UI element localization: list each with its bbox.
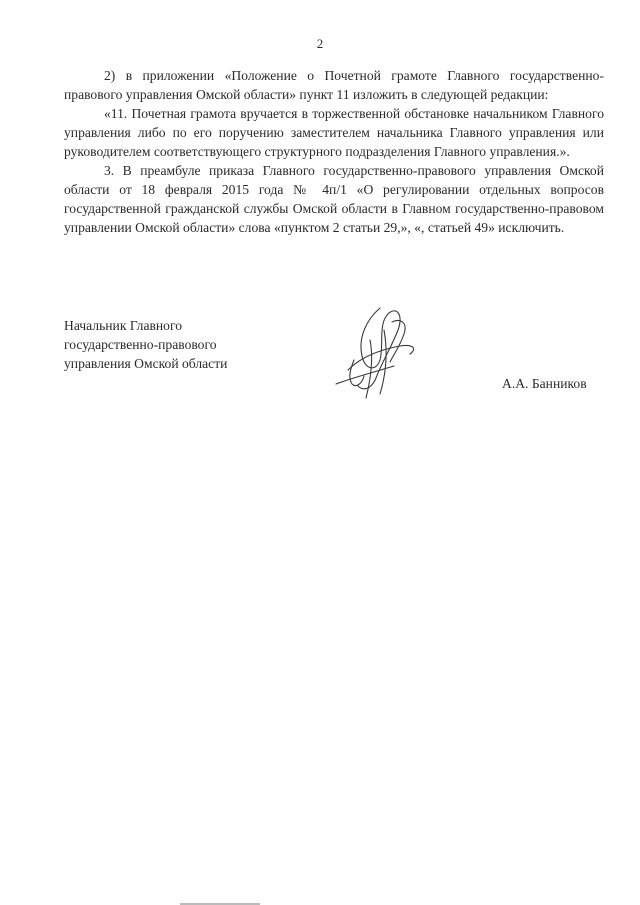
- page-number: 2: [316, 36, 324, 51]
- paragraph-item-11-quote: «11. Почетная грамота вручается в торжественной обстановке начальником Главного управления либо по его поручению заместителем начальника Главного управления или руководителем соответствующего структурного подразделения Главного управления.».: [64, 106, 604, 159]
- paragraph-item-2: 2) в приложении «Положение о Почетной грамоте Главного государственно-правового управления Омской области» пункт 11 изложить в следующей редакции:: [64, 68, 604, 102]
- signature-title: [64, 316, 227, 373]
- signature-title-line-1: Начальник Главного: [64, 318, 183, 333]
- paragraph-item-3: 3. В преамбуле приказа Главного государственно-правового управления Омской области от 18 февраля 2015 года № 4п/1 «О регулировании отдельных вопросов государственной гражданской службы Омской области в Главном государственно-правовом управлении Омской области» слова «пунктом 2 статьи 29,», «, статьей 49» исключить.: [64, 163, 604, 235]
- document-body: [64, 66, 604, 237]
- signature-name: А.А. Банников: [502, 376, 587, 391]
- signature-title-line-3: управления Омской области: [64, 356, 228, 371]
- handwritten-signature: [318, 300, 438, 410]
- signature-title-line-2: государственно-правового: [64, 337, 217, 352]
